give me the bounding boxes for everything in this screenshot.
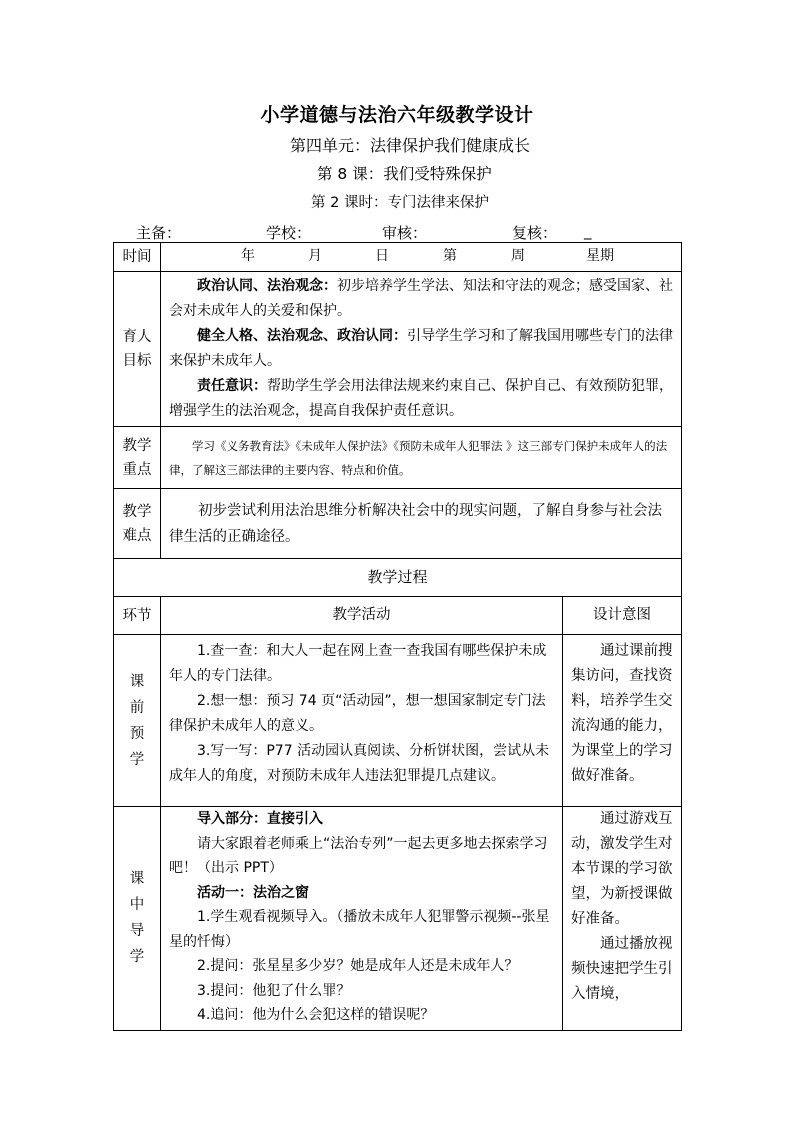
difficulties-label	[114, 489, 161, 559]
time-label: 时间	[114, 243, 161, 272]
in-class-item: 4.追问：他为什么会犯这样的错误呢？	[197, 1007, 435, 1023]
goal-lead: 健全人格、法治观念、政治认同：	[197, 328, 407, 344]
time-di: 第	[443, 248, 457, 264]
time-day: 日	[375, 248, 389, 264]
meta-zhubei: 主备：	[136, 224, 182, 242]
key-points-label-text: 教学重点	[122, 437, 152, 478]
goal-text: 帮助学生学会用法律法规来约束自己、保护自己、有效预防犯罪，增强学生的法治观念，提高自我保护责任意识。	[169, 378, 673, 419]
key-points-label	[114, 427, 161, 489]
key-points-text: 学习《义务教育法》《未成年人保护法》《预防未成年人犯罪法 》这三部专门保护未成年人的法律，了解这三部法律的主要内容、特点和价值。	[161, 427, 682, 489]
col-intent: 设计意图	[563, 597, 682, 635]
meta-fuhe-blank: _	[584, 222, 592, 240]
goal-text: 初步培养学生学法、知法和守法的观念；感受国家、社会对未成年人的关爱和保护。	[169, 278, 673, 319]
goal-text: 引导学生学习和了解我国用哪些专门的法律来保护未成年人。	[169, 328, 673, 369]
goal-lead: 政治认同、法治观念：	[197, 278, 337, 294]
col-stage: 环节	[114, 597, 161, 635]
goals-row	[114, 272, 682, 427]
in-class-label-char: 课	[129, 871, 145, 888]
in-class-intent-2: 通过播放视频快速把学生引入情境，	[571, 936, 673, 1002]
time-fields	[161, 243, 682, 272]
goals-content	[161, 272, 682, 427]
period-subtitle: 第 2 课时：专门法律来保护	[311, 195, 489, 211]
pre-class-item: 2.想一想：预习 74 页“活动园”，想一想国家制定专门法律保护未成年人的意义。	[169, 693, 546, 734]
activity1-heading	[169, 881, 556, 906]
in-class-item: 2.提问：张星星多少岁？她是成年人还是未成年人？	[197, 958, 519, 974]
col-activity: 教学活动	[161, 597, 563, 635]
goals-label	[114, 272, 161, 427]
time-year: 年	[241, 248, 255, 264]
intro-text: 请大家跟着老师乘上“法治专列”一起去更多地去探索学习吧！（出示 PPT）	[169, 835, 548, 876]
meta-row	[130, 222, 690, 242]
time-row	[114, 243, 682, 272]
goal-lead: 责任意识：	[197, 378, 267, 394]
pre-class-label-char: 预	[129, 725, 145, 742]
goal-item	[169, 374, 675, 424]
in-class-intent	[563, 807, 682, 1031]
activity1-heading-text: 活动一：法治之窗	[197, 884, 309, 901]
goal-item	[169, 324, 675, 374]
in-class-item: 3.提问：他犯了什么罪？	[197, 982, 351, 999]
meta-xuexiao: 学校：	[266, 224, 312, 242]
goal-item	[169, 274, 675, 324]
pre-class-label-char: 学	[129, 751, 145, 768]
lesson-subtitle: 第 8 课：我们受特殊保护	[317, 165, 492, 183]
time-week: 周	[511, 248, 525, 264]
pre-class-intent: 通过课前搜集访问，查找资料，培养学生交流沟通的能力，为课堂上的学习做好准备。	[563, 635, 682, 807]
meta-fuhe: 复核：	[512, 224, 558, 242]
in-class-row	[114, 807, 682, 1031]
intro-heading	[169, 807, 556, 832]
difficulties-text: 初步尝试利用法治思维分析解决社会中的现实问题，了解自身参与社会法律生活的正确途径。	[161, 489, 682, 559]
goals-label-text: 育人目标	[122, 329, 152, 369]
time-month: 月	[308, 248, 322, 264]
pre-class-activities	[161, 635, 563, 807]
unit-subtitle: 第四单元：法律保护我们健康成长	[290, 136, 531, 155]
pre-class-item: 3.写一写：P77 活动园认真阅读、分析饼状图，尝试从未成年人的角度，对预防未成年人违法犯罪提几点建议。	[169, 743, 550, 784]
lesson-plan-table	[113, 242, 682, 1031]
in-class-label	[114, 807, 161, 1031]
time-weekday: 星期	[586, 248, 614, 264]
in-class-intent-1: 通过游戏互动，激发学生对本节课的学习欲望，为新授课做好准备。	[571, 811, 673, 927]
process-title-row	[114, 559, 682, 597]
pre-class-row	[114, 635, 682, 807]
process-title: 教学过程	[114, 559, 682, 597]
meta-shenhe: 审核：	[382, 224, 428, 242]
in-class-label-char: 学	[129, 949, 145, 966]
pre-class-label-char: 前	[129, 699, 145, 716]
difficulties-row	[114, 489, 682, 559]
difficulties-label-text: 教学难点	[122, 503, 152, 544]
process-header-row	[114, 597, 682, 635]
key-points-row	[114, 427, 682, 489]
pre-class-label-char: 课	[129, 673, 145, 690]
intro-heading-text: 导入部分：直接引入	[197, 811, 323, 827]
in-class-item: 1.学生观看视频导入。（播放未成年人犯罪警示视频--张星星的忏悔）	[169, 909, 550, 950]
in-class-label-char: 导	[129, 923, 145, 940]
page-title: 小学道德与法治六年级教学设计	[260, 104, 534, 126]
in-class-activities	[161, 807, 563, 1031]
pre-class-label	[114, 635, 161, 807]
pre-class-item: 1.查一查：和大人一起在网上查一查我国有哪些保护未成年人的专门法律。	[169, 643, 547, 684]
in-class-label-char: 中	[129, 897, 145, 914]
